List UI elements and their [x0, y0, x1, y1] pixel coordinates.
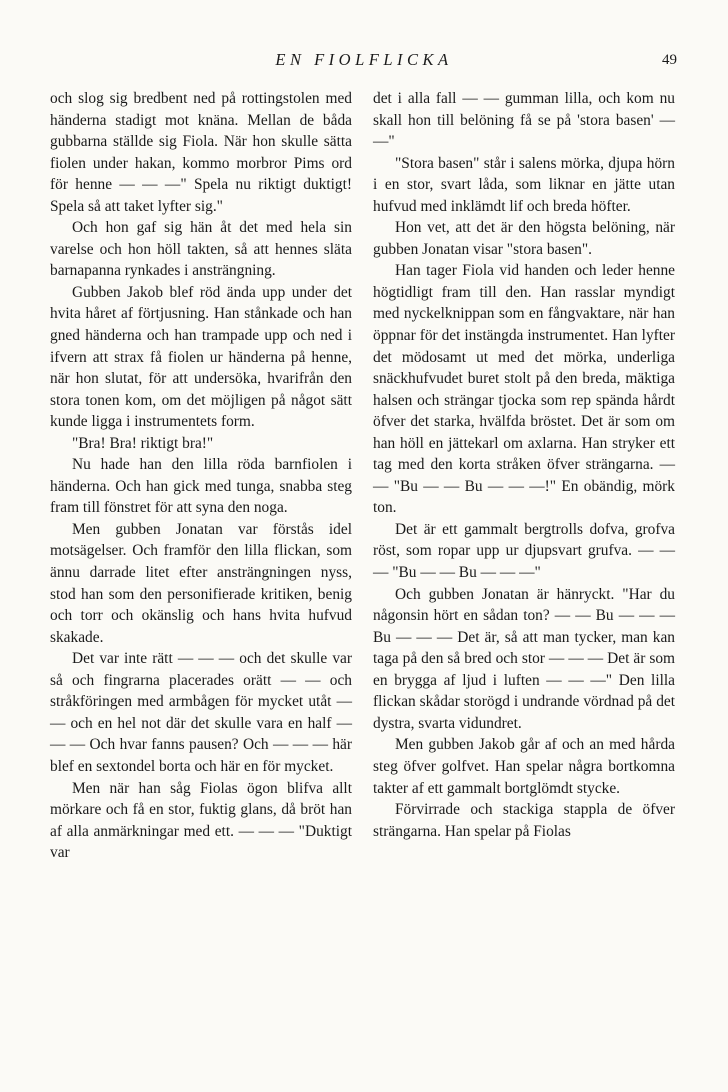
paragraph: och slog sig bredbent ned på rottingstolen med händerna stadigt mot knäna. Mellan de båda gubbarna ställde sig Fiola. När hon skulle sätta fiolen under hakan, kommo morbror Pims ord för henne — — —" Spela nu riktigt duktigt! Spela så att taket lyfter sig." [50, 90, 352, 215]
page-number: 49 [662, 52, 677, 68]
right-column [373, 88, 675, 842]
paragraph: det i alla fall — — gumman lilla, och kom nu skall hon till belöning få se på 'stora basen' — —" [373, 90, 675, 151]
running-title: EN FIOLFLICKA [275, 50, 453, 69]
paragraph: Och gubben Jonatan är hänryckt. "Har du någonsin hört en sådan ton? — — Bu — — — Bu — — — Det är, så att man tycker, man kan taga på den så bred och stor — — — Det är som en brygga af ljud i luften — — —" Den lilla flickan skådar storögd i undrande vördnad på det dystra, svarta vidundret. [373, 585, 675, 732]
paragraph: Hon vet, att det är den högsta belöning, när gubben Jonatan visar "stora basen". [373, 219, 675, 258]
paragraph: "Stora basen" står i salens mörka, djupa hörn i en stor, svart låda, som liknar en jätte utan hufvud med inklämdt lif och breda höfter. [373, 154, 675, 215]
paragraph: Men gubben Jakob går af och an med hårda steg öfver golfvet. Han spelar några bortkomna takter af ett gammalt bortglömdt stycke. [373, 736, 675, 797]
paragraph: Han tager Fiola vid handen och leder henne högtidligt fram till den. Han rasslar myndigt med nyckelknippan som en fångvaktare, när han öppnar för det instängda instrumentet. Han lyfter det mödosamt ut med det mörka, underliga snäckhufvudet buret stolt på den breda, mäktiga halsen och strängar tjocka som rep spända hårdt öfver det starka, hvälfda bröstet. Det är som om han höll en jättekarl om axlarna. Han stryker ett tag med den korta stråken öfver strängarna. — — "Bu — — Bu — — —!" En obändig, mörk ton. [373, 262, 675, 517]
page-header [50, 50, 678, 74]
left-column [50, 88, 352, 864]
paragraph: "Bra! Bra! riktigt bra!" [72, 434, 214, 452]
paragraph: Nu hade han den lilla röda barnfiolen i händerna. Och han gick med tunga, snabba steg fram till fönstret för att syna den noga. [50, 456, 352, 517]
paragraph: Men gubben Jonatan var förstås idel motsägelser. Och framför den lilla flickan, som ännu darrade litet efter ansträngningen nyss, stod han som den personifierade kritiken, benig och torr och okänslig och hans hvita hufvud skakade. [50, 520, 352, 646]
paragraph: Och hon gaf sig hän åt det med hela sin varelse och hon höll takten, så att hennes släta barnapanna rynkades i ansträngning. [50, 219, 352, 280]
paragraph: Men när han såg Fiolas ögon blifva allt mörkare och få en stor, fuktig glans, då bröt han af alla anmärkningar med ett. — — — "Duktigt var [50, 779, 352, 862]
paragraph: Gubben Jakob blef röd ända upp under det hvita håret af förtjusning. Han stånkade och han gned händerna och han trampade upp och ned i ifvern att strax få fiolen ur händerna på henne, när hon slutat, för att undersöka, hvarifrån den stora tonen kom, om det möjligen på något sätt kunde ligga i instrumentets form. [50, 283, 352, 431]
paragraph: Förvirrade och stackiga stappla de öfver strängarna. Han spelar på Fiolas [373, 801, 675, 840]
paragraph: Det var inte rätt — — — och det skulle var så och fingrarna placerades orätt — — och stråkföringen med armbågen för mycket utåt — — och en hel not där det skulle vara en half — — — Och hvar fanns pausen? Och — — — här blef en sextondel borta och här en för mycket. [50, 650, 352, 775]
paragraph: Det är ett gammalt bergtrolls dofva, grofva röst, som ropar upp ur djupsvart grufva. — — — "Bu — — Bu — — —" [373, 520, 675, 582]
